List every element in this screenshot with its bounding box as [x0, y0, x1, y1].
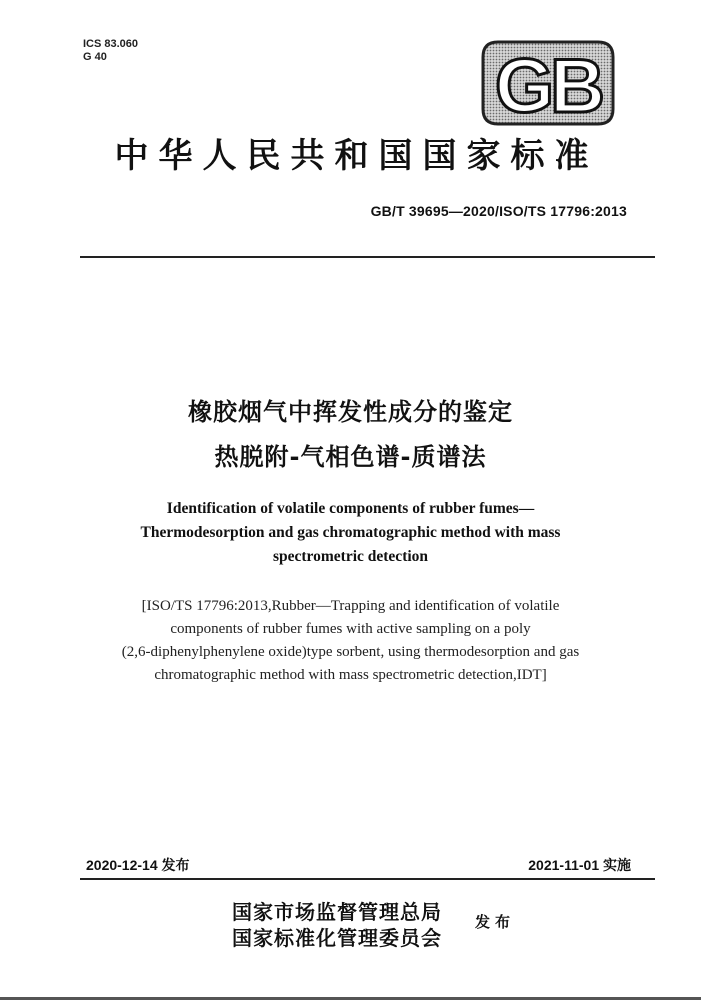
english-title-line-1: Identification of volatile components of rubber fumes— [166, 500, 535, 517]
classification-codes [83, 38, 138, 64]
ccs-code: G 40 [83, 51, 107, 63]
issuer-sac: 国家标准化管理委员会 [232, 926, 442, 950]
issuer-action: 发布 [475, 913, 516, 931]
implementation-date: 2021-11-01 实施 [528, 857, 631, 873]
issuing-authorities [232, 899, 442, 951]
iso-reference-line-3: (2,6-diphenylphenylene oxide)type sorbent, using thermodesorption and gas [121, 644, 580, 660]
english-title-line-2: Thermodesorption and gas chromatographic method with mass [140, 524, 561, 541]
iso-reference-line-1: [ISO/TS 17796:2013,Rubber—Trapping and identification of volatile [141, 598, 560, 614]
issue-date: 2020-12-14 发布 [86, 857, 190, 873]
ics-code: ICS 83.060 [83, 38, 139, 50]
standard-number: GB/T 39695—2020/ISO/TS 17796:2013 [370, 203, 627, 219]
iso-reference-line-4: chromatographic method with mass spectrometric detection,IDT] [154, 667, 547, 683]
english-title-line-3: spectrometric detection [272, 548, 429, 565]
bottom-divider [80, 878, 655, 880]
top-divider [80, 256, 655, 258]
chinese-title-line-2: 热脱附-气相色谱-质谱法 [214, 443, 487, 471]
iso-reference-line-2: components of rubber fumes with active sampling on a poly [170, 621, 531, 637]
chinese-title-line-1: 橡胶烟气中挥发性成分的鉴定 [188, 398, 513, 426]
gb-logo-svg [480, 40, 615, 126]
gb-emblem-icon [480, 40, 615, 126]
issuer-samr: 国家市场监督管理总局 [232, 900, 442, 924]
standard-title: 中华人民共和国国家标准 [114, 136, 599, 176]
gb-logo-text: GB [495, 44, 601, 126]
